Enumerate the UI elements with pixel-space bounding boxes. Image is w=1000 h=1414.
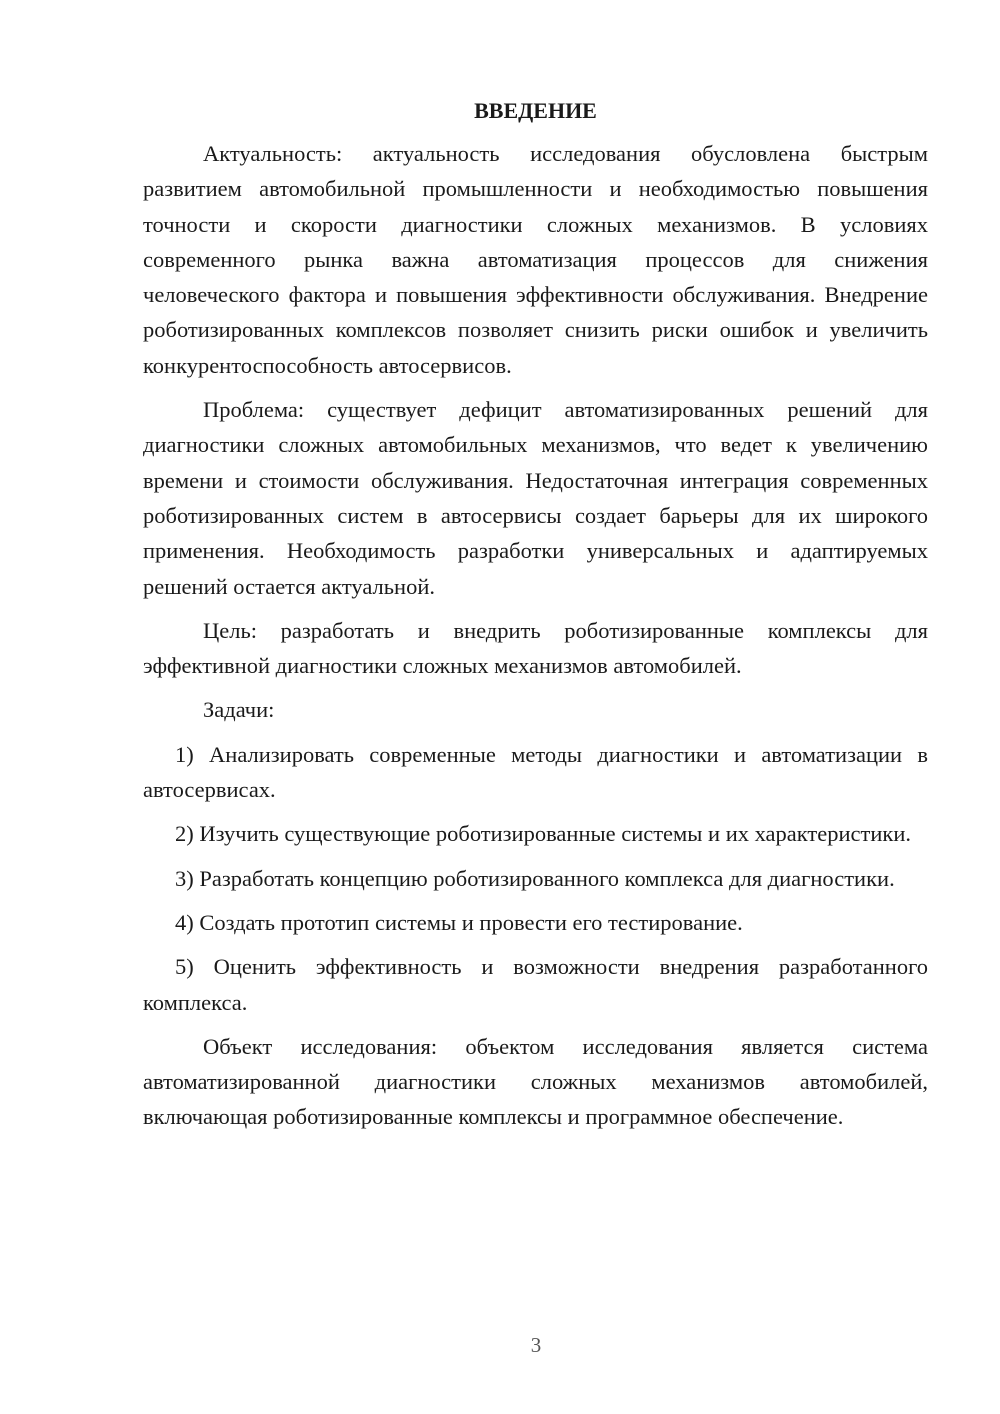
task-item-4: 4) Создать прототип системы и провести его тестирование. (175, 909, 743, 935)
page-number: 3 (530, 1333, 542, 1357)
task-item-3: 3) Разработать концепцию роботизированного комплекса для диагностики. (175, 865, 895, 891)
tasks-label: Задачи: (203, 697, 275, 723)
problem-paragraph: Проблема: существует дефицит автоматизированных решений для диагностики сложных автомобильных механизмов, что ведет к увеличению времени и стоимости обслуживания. Недостаточная интеграция современных роботизированных систем в автосервисы создает барьеры для их широкого применения. Необходимость разработки универсальных и адаптируемых решений остается актуальной. (143, 397, 928, 599)
task-item-5: 5) Оценить эффективность и возможности внедрения разработанного комплекса. (143, 954, 928, 1015)
page-content (143, 96, 928, 1144)
relevance-paragraph: Актуальность: актуальность исследования обусловлена быстрым развитием автомобильной промышленности и необходимостью повышения точности и скорости диагностики сложных механизмов. В условиях современного рынка важна автоматизация процессов для снижения человеческого фактора и повышения эффективности обслуживания. Внедрение роботизированных комплексов позволяет снизить риски ошибок и увеличить конкурентоспособность автосервисов. (143, 141, 928, 378)
section-heading: ВВЕДЕНИЕ (474, 98, 597, 123)
goal-paragraph: Цель: разработать и внедрить роботизированные комплексы для эффективной диагностики сложных механизмов автомобилей. (143, 617, 928, 679)
task-item-2: 2) Изучить существующие роботизированные системы и их характеристики. (175, 821, 911, 847)
task-item-1: 1) Анализировать современные методы диагностики и автоматизации в автосервисах. (143, 741, 928, 803)
object-paragraph: Объект исследования: объектом исследования является система автоматизированной диагностики сложных механизмов автомобилей, включающая роботизированные комплексы и программное обеспечение. (143, 1033, 928, 1130)
